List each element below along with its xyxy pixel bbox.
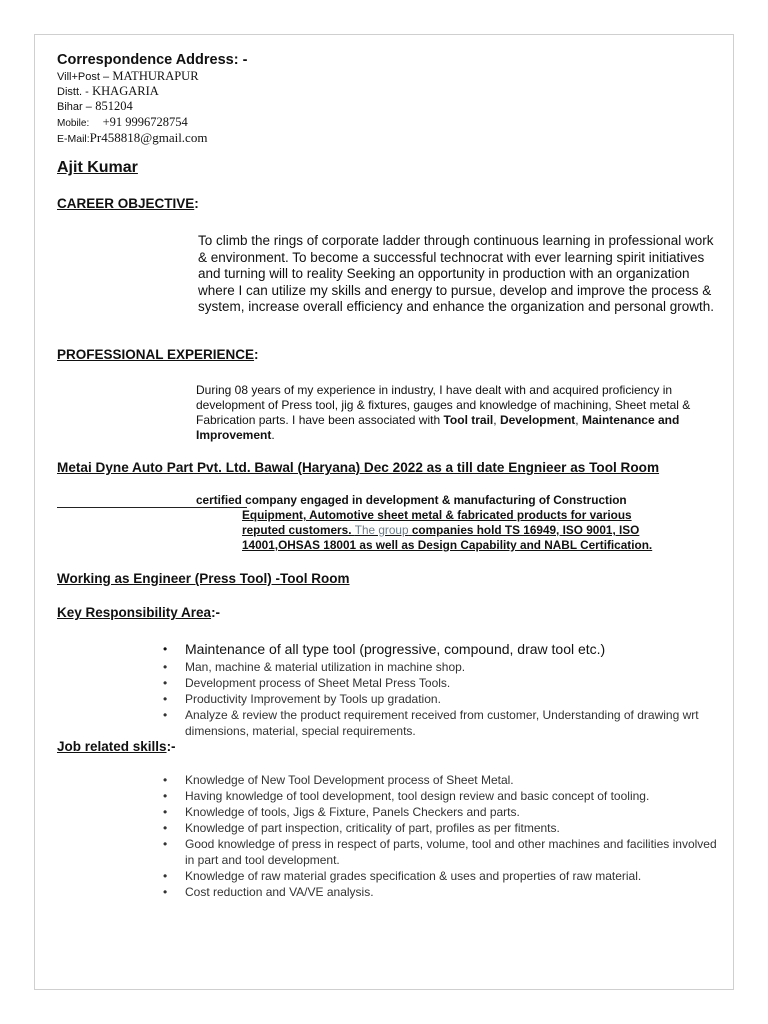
experience-bold-tool-trail: Tool trail (443, 413, 494, 427)
address-village (57, 69, 199, 84)
kra-item-text: Man, machine & material utilization in machine shop. (185, 660, 466, 674)
correspondence-heading: Correspondence Address: - (57, 52, 248, 68)
bullet-icon: • (163, 642, 168, 656)
skills-heading-suffix: :- (166, 739, 176, 754)
list-item (163, 772, 725, 788)
kra-item-text: Productivity Improvement by Tools up gradation. (185, 692, 441, 706)
candidate-name: Ajit Kumar (57, 159, 138, 176)
address-mobile (57, 115, 188, 131)
skill-item-text: Good knowledge of press in respect of parts, volume, tool and other machines and facilities involved in part and tool development. (185, 837, 717, 867)
kra-list (163, 640, 725, 739)
list-item (163, 788, 725, 804)
district-label: Distt. - (57, 86, 89, 98)
kra-heading-text: Key Responsibility Area (57, 605, 212, 620)
career-objective-text: To climb the rings of corporate ladder through continuous learning in professional work & environment. To become a successful technocrat with ever learning spirit initiatives and turning will to reality Seeking an opportunity in production with an organization where I can utilize my skills and energy to pursue, develop and improve the process & system, increase overall efficiency and enhance the organization and personal growth. (198, 233, 715, 314)
skills-heading-text: Job related skills (57, 739, 167, 754)
address-state (57, 99, 133, 114)
cert-line-4: 14001,OHSAS 18001 as well as Design Capability and NABL Certification. (242, 538, 653, 552)
kra-item-text: Maintenance of all type tool (progressive, compound, draw tool etc.) (185, 641, 606, 657)
village-value: MATHURAPUR (112, 69, 199, 83)
cert-line-3a: reputed customers. (242, 523, 355, 537)
career-objective-heading (57, 196, 199, 211)
skill-item-text: Knowledge of raw material grades specification & uses and properties of raw material. (185, 869, 642, 883)
list-item (163, 868, 725, 884)
state-value: 851204 (95, 99, 133, 113)
bullet-icon: • (163, 885, 168, 899)
experience-heading-colon: : (254, 347, 259, 362)
list-item (163, 836, 725, 868)
list-item (163, 804, 725, 820)
skill-item-text: Knowledge of part inspection, criticality of part, profiles as per fitments. (185, 821, 560, 835)
mobile-value: +91 9996728754 (102, 115, 188, 129)
experience-bold-maintenance: Maintenance and Improvement (196, 413, 680, 442)
state-label: Bihar – (57, 101, 92, 113)
experience-sep-1: , (493, 413, 500, 427)
list-item (163, 707, 725, 739)
district-value: KHAGARIA (92, 84, 159, 98)
experience-text (196, 383, 720, 443)
skill-item-text: Knowledge of New Tool Development process of Sheet Metal. (185, 773, 514, 787)
list-item (163, 675, 725, 691)
career-heading-text: CAREER OBJECTIVE (57, 196, 195, 211)
experience-bold-development: Development (499, 413, 576, 427)
list-item (163, 820, 725, 836)
kra-heading-suffix: :- (211, 605, 221, 620)
experience-sep-2: , (575, 413, 582, 427)
bullet-icon: • (163, 773, 168, 787)
bullet-icon: • (163, 837, 168, 851)
professional-experience-heading (57, 347, 259, 362)
bullet-icon: • (163, 708, 168, 722)
bullet-icon: • (163, 692, 168, 706)
bullet-icon: • (163, 869, 168, 883)
village-label: Vill+Post – (57, 71, 110, 83)
skills-heading (57, 739, 176, 754)
experience-heading-text: PROFESSIONAL EXPERIENCE (57, 347, 255, 362)
list-item (163, 659, 725, 675)
list-item (163, 884, 725, 900)
career-heading-colon: : (194, 196, 199, 211)
skill-item-text: Cost reduction and VA/VE analysis. (185, 885, 374, 899)
company-title: Metai Dyne Auto Part Pvt. Ltd. Bawal (Haryana) Dec 2022 as a till date Engnieer as Tool Room (57, 460, 660, 475)
cert-line-3 (196, 523, 718, 538)
mobile-label: Mobile: (57, 118, 90, 129)
skill-item-text: Knowledge of tools, Jigs & Fixture, Panels Checkers and parts. (185, 805, 520, 819)
address-email (57, 131, 207, 146)
experience-text-body: During 08 years of my experience in industry, I have dealt with and acquired proficiency in development of Press tool, jig & fixtures, gauges and knowledge of machining, Sheet metal & Fabrication parts. I have been associated with (196, 383, 691, 427)
bullet-icon: • (163, 660, 168, 674)
kra-heading (57, 605, 220, 620)
experience-end: . (271, 428, 275, 442)
list-item (163, 691, 725, 707)
email-value: Pr458818@gmail.com (89, 130, 208, 145)
skill-item-text: Having knowledge of tool development, tool design review and basic concept of tooling. (185, 789, 650, 803)
address-district (57, 84, 159, 99)
cert-line-3-group: The group (354, 523, 409, 537)
role-heading-text: Working as Engineer (Press Tool) -Tool Room (57, 571, 350, 586)
bullet-icon: • (163, 789, 168, 803)
company-certification-text (196, 493, 718, 553)
bullet-icon: • (163, 676, 168, 690)
kra-item-text: Development process of Sheet Metal Press Tools. (185, 676, 451, 690)
cert-line-2: Equipment, Automotive sheet metal & fabricated products for various (242, 508, 632, 522)
kra-item-text: Analyze & review the product requirement received from customer, Understanding of drawing wrt dimensions, material, special requirements. (185, 708, 699, 738)
skills-list (163, 772, 725, 900)
cert-line-1: certified company engaged in development & manufacturing of Construction (196, 493, 627, 507)
list-item (163, 640, 725, 658)
email-label: E-Mail: (57, 133, 90, 145)
bullet-icon: • (163, 821, 168, 835)
cert-line-3b: companies hold TS 16949, ISO 9001, ISO (408, 523, 640, 537)
bullet-icon: • (163, 805, 168, 819)
role-heading (57, 571, 350, 586)
